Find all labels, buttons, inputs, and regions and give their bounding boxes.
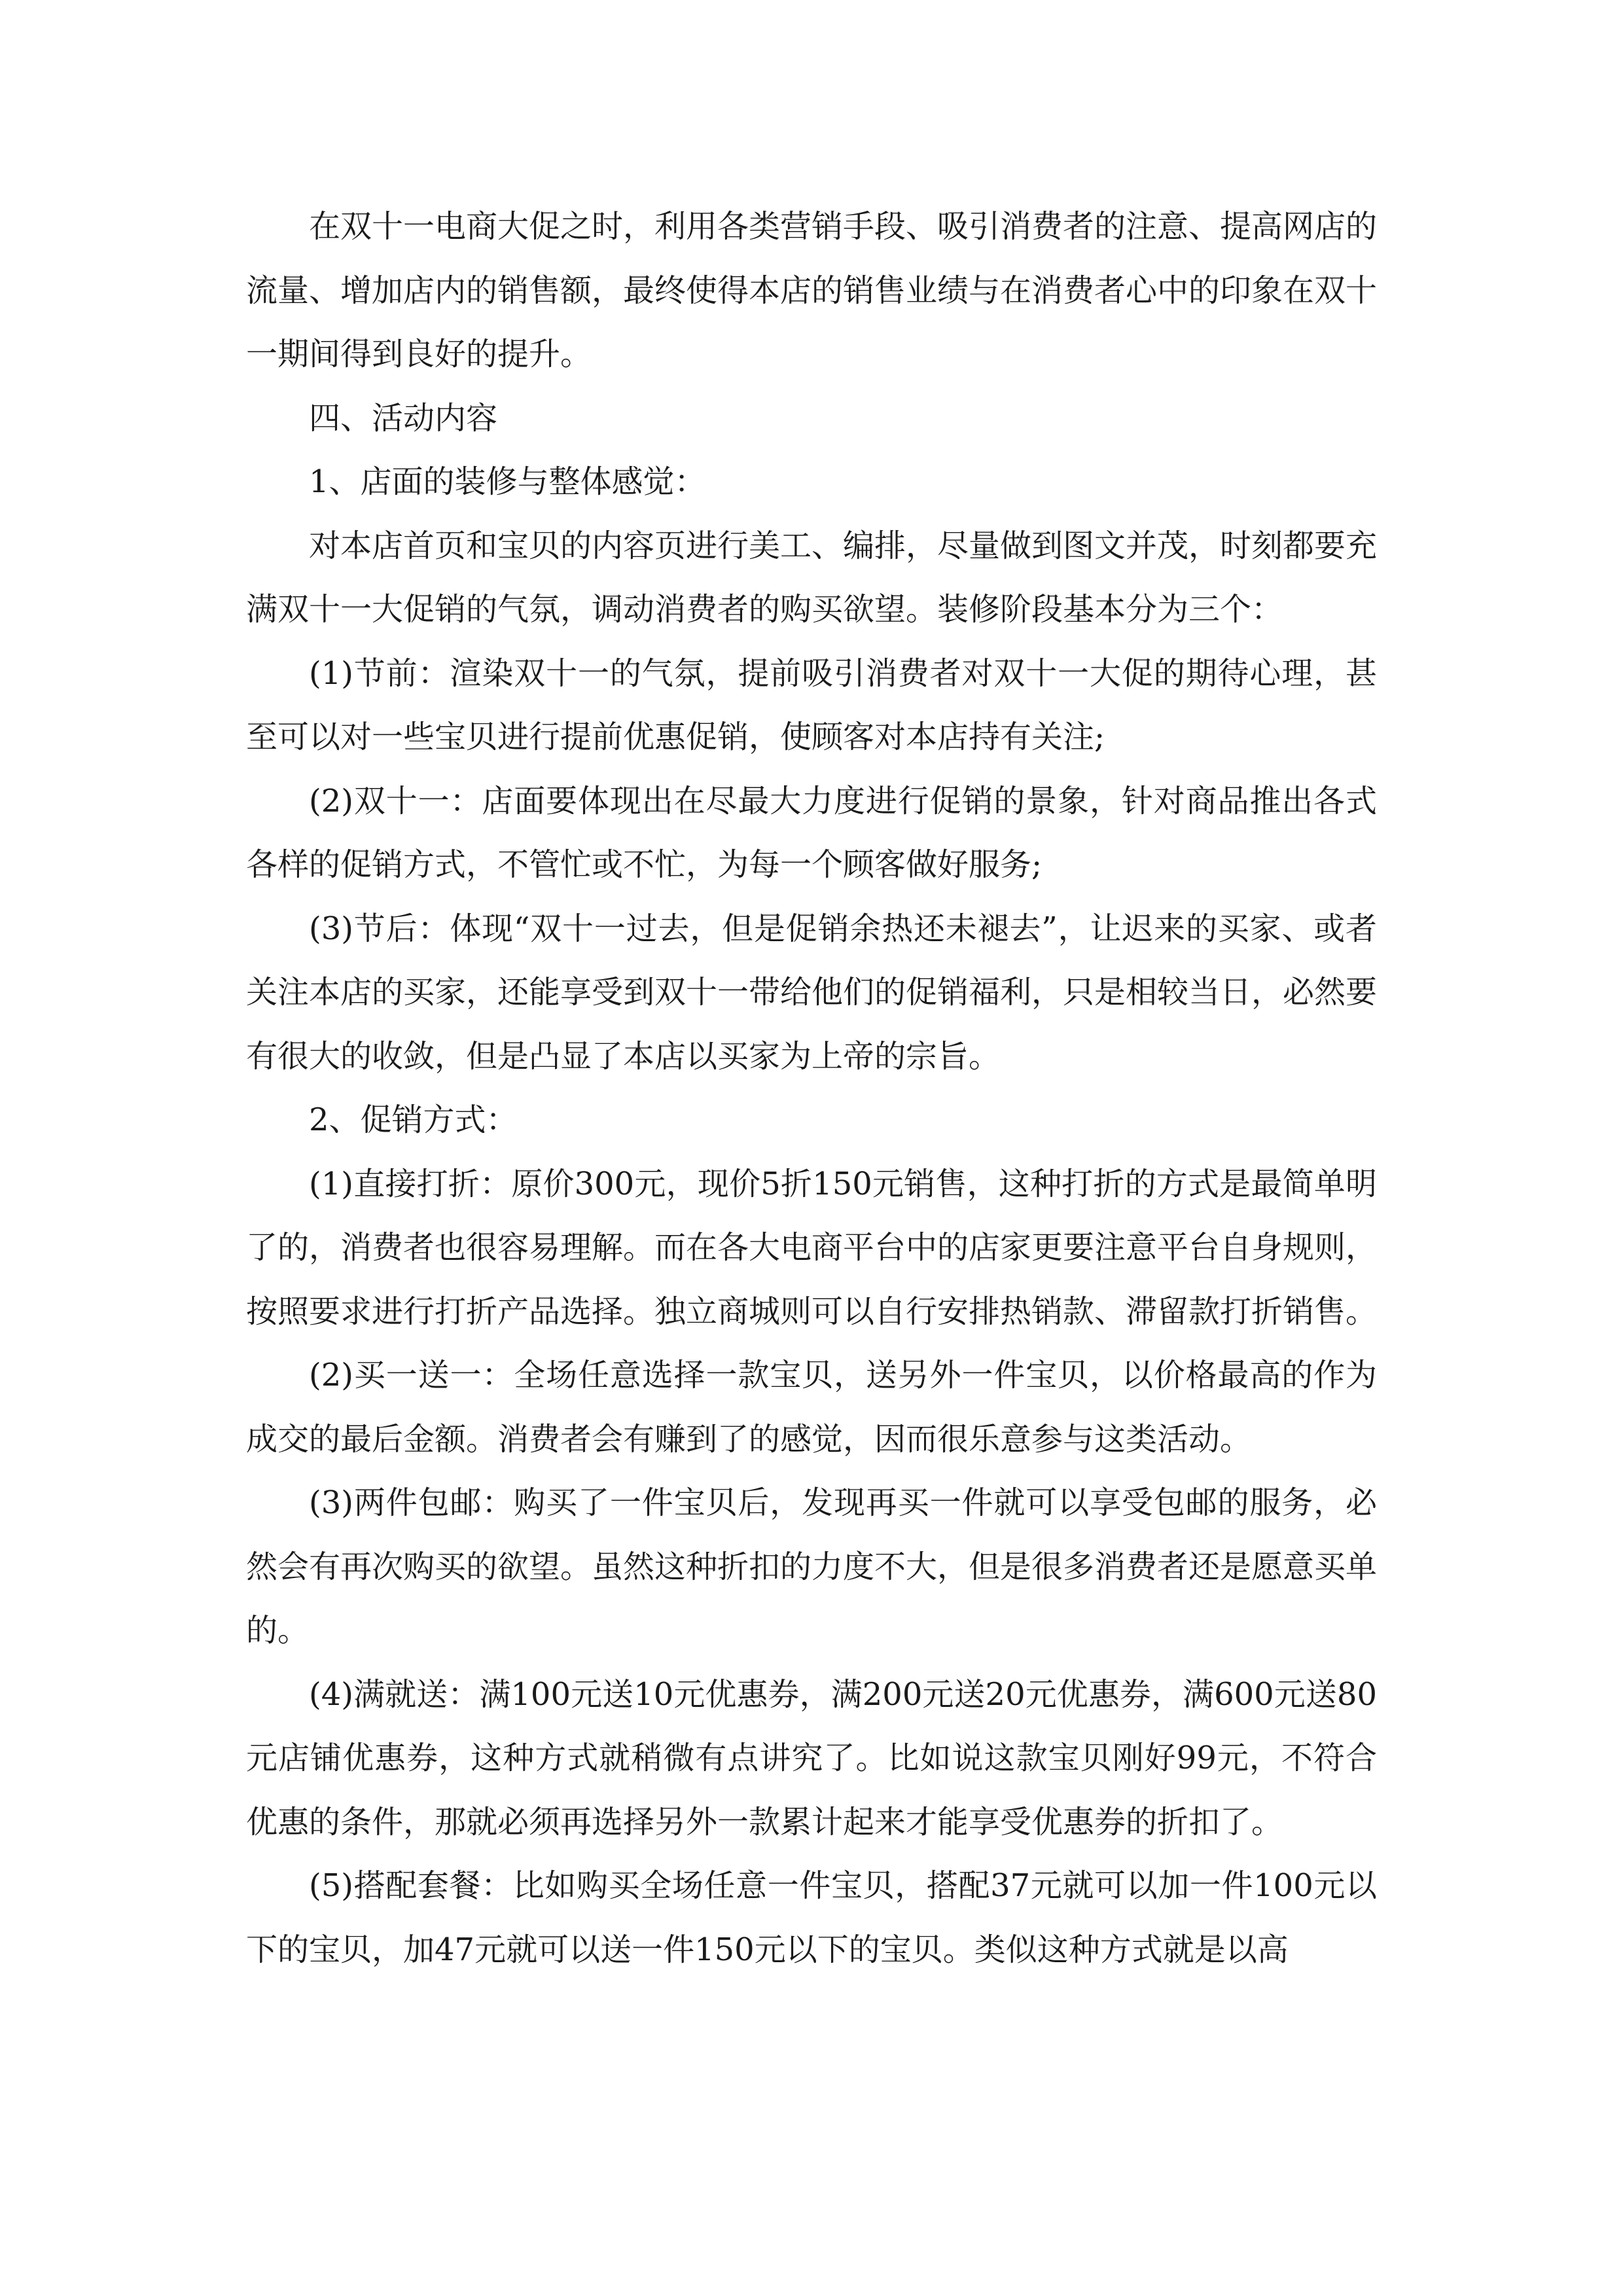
paragraph-before-festival: (1)节前：渲染双十一的气氛，提前吸引消费者对双十一大促的期待心理，甚至可以对一些宝贝进行提前优惠促销，使顾客对本店持有关注; (246, 655, 1377, 755)
heading-activity-content: 四、活动内容 (309, 399, 498, 437)
paragraph-decoration-intro: 对本店首页和宝贝的内容页进行美工、编排，尽量做到图文并茂，时刻都要充满双十一大促销的气氛，调动消费者的购买欲望。装修阶段基本分为三个： (246, 527, 1378, 628)
heading-store-decoration: 1、店面的装修与整体感觉： (309, 463, 706, 500)
document-body (246, 195, 1377, 1982)
heading-promotion-methods: 2、促销方式： (309, 1102, 518, 1138)
paragraph-buy-one-get-one: (2)买一送一：全场任意选择一款宝贝，送另外一件宝贝，以价格最高的作为成交的最后金额。消费者会有赚到了的感觉，因而很乐意参与这类活动。 (246, 1357, 1377, 1458)
paragraph-bundle-package: (5)搭配套餐：比如购买全场任意一件宝贝，搭配37元就可以加一件100元以下的宝贝，加47元就可以送一件150元以下的宝贝。类似这种方式就是以高 (246, 1867, 1377, 1968)
paragraph-after-festival: (3)节后：体现“双十一过去，但是促销余热还未褪去”，让迟来的买家、或者关注本店的买家，还能享受到双十一带给他们的促销福利，只是相较当日，必然要有很大的收敛，但是凸显了本店以买家为上帝的宗旨。 (246, 910, 1378, 1075)
paragraph-direct-discount: (1)直接打折：原价300元，现价5折150元销售，这种打折的方式是最简单明了的，消费者也很容易理解。而在各大电商平台中的店家更要注意平台自身规则，按照要求进行打折产品选择。独立商城则可以自行安排热销款、滞留款打折销售。 (246, 1165, 1378, 1330)
paragraph-spend-and-get: (4)满就送：满100元送10元优惠券，满200元送20元优惠券，满600元送80元店铺优惠券，这种方式就稍微有点讲究了。比如说这款宝贝刚好99元，不符合优惠的条件，那就必须再选择另外一款累计起来才能享受优惠券的折扣了。 (246, 1676, 1377, 1840)
paragraph-two-items-free-shipping: (3)两件包邮：购买了一件宝贝后，发现再买一件就可以享受包邮的服务，必然会有再次购买的欲望。虽然这种折扣的力度不大，但是很多消费者还是愿意买单的。 (246, 1484, 1378, 1649)
paragraph-goal: 在双十一电商大促之时，利用各类营销手段、吸引消费者的注意、提高网店的流量、增加店内的销售额，最终使得本店的销售业绩与在消费者心中的印象在双十一期间得到良好的提升。 (246, 208, 1378, 372)
paragraph-double-eleven: (2)双十一：店面要体现出在尽最大力度进行促销的景象，针对商品推出各式各样的促销方式，不管忙或不忙，为每一个顾客做好服务; (246, 782, 1377, 883)
